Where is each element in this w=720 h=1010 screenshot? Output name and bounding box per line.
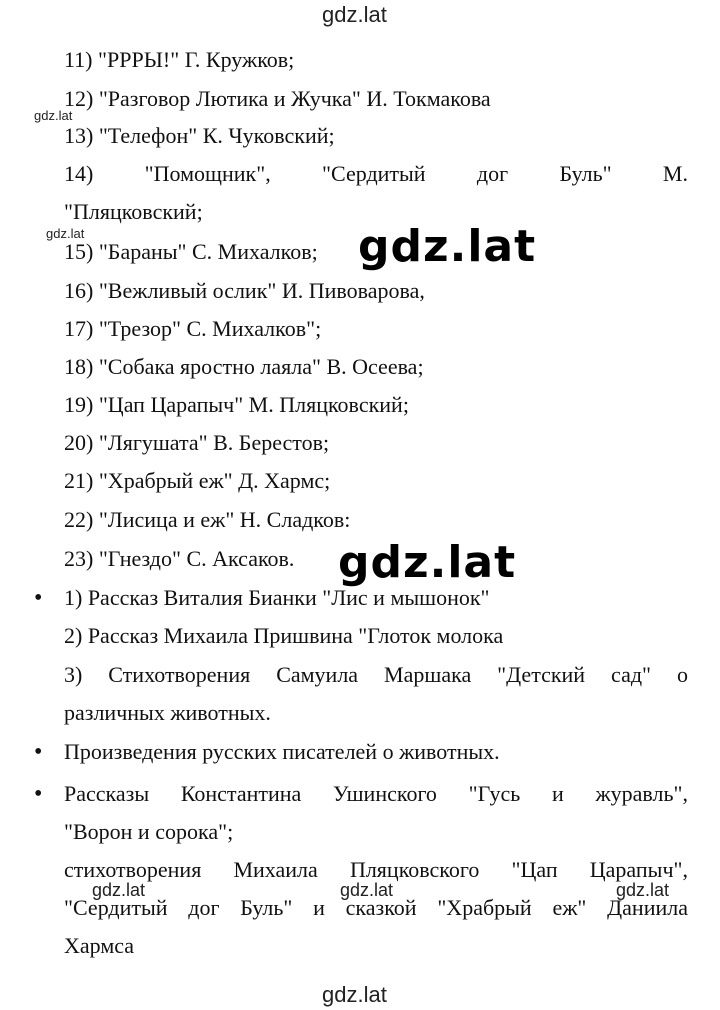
watermark-small: gdz.lat	[92, 880, 146, 900]
watermark-small: gdz.lat	[616, 880, 670, 900]
list-item: 11) "РРРЫ!" Г. Кружков;	[64, 47, 295, 72]
list-item: 12) "Разговор Лютика и Жучка" И. Токмакова	[64, 86, 491, 111]
bullet-text: Произведения русских писателей о животных.	[64, 739, 500, 764]
watermark-small: gdz.lat	[46, 226, 85, 241]
list-item: 23) "Гнездо" С. Аксаков.	[64, 546, 295, 571]
watermark-large: gdz.lat	[358, 221, 537, 272]
list-item: 17) "Трезор" С. Михалков";	[64, 316, 322, 341]
bullet-text: Хармса	[64, 933, 135, 958]
list-item: 22) "Лисица и еж" Н. Сладков:	[64, 507, 351, 532]
bullet-text: стихотворения Михаила Пляцковского "Цап Царапыч",	[64, 857, 688, 882]
list-item: 18) "Собака яростно лаяла" В. Осеева;	[64, 354, 424, 379]
bullet-dot: •	[34, 585, 43, 611]
watermark-small: gdz.lat	[340, 880, 394, 900]
bullet-dot: •	[34, 739, 43, 765]
list-item: 13) "Телефон" К. Чуковский;	[64, 123, 335, 148]
bullet-text: Рассказы Константина Ушинского "Гусь и журавль",	[64, 781, 688, 806]
bullet-text: "Сердитый дог Буль" и сказкой "Храбрый еж" Даниила	[64, 895, 688, 920]
watermark-large: gdz.lat	[338, 537, 517, 588]
watermark-small: gdz.lat	[34, 108, 73, 123]
list-item: 16) "Вежливый ослик" И. Пивоварова,	[64, 278, 425, 303]
watermark-top: gdz.lat	[322, 2, 387, 27]
bullet-text: "Ворон и сорока";	[64, 819, 234, 844]
list-item: 19) "Цап Царапыч" М. Пляцковский;	[64, 392, 409, 417]
bullet-text: различных животных.	[64, 700, 271, 725]
bullet-text: 2) Рассказ Михаила Пришвина "Глоток молока	[64, 623, 504, 648]
list-item: 15) "Бараны" С. Михалков;	[64, 239, 318, 264]
list-item: 20) "Лягушата" В. Берестов;	[64, 430, 330, 455]
list-item: 21) "Храбрый еж" Д. Хармс;	[64, 468, 331, 493]
bullet-dot: •	[34, 781, 43, 807]
bullet-text: 3) Стихотворения Самуила Маршака "Детский сад" о	[64, 662, 688, 687]
list-item: "Пляцковский;	[64, 199, 203, 224]
bullet-text: 1) Рассказ Виталия Бианки "Лис и мышонок"	[64, 585, 490, 610]
watermark-bottom: gdz.lat	[322, 982, 387, 1007]
list-item: 14) "Помощник", "Сердитый дог Буль" М.	[64, 161, 688, 186]
